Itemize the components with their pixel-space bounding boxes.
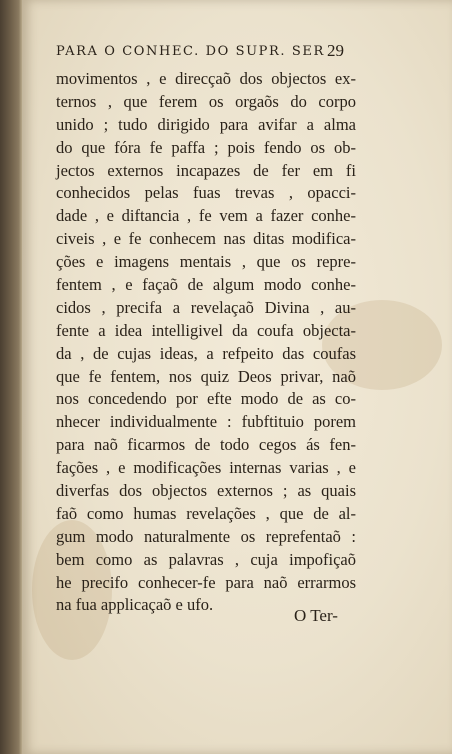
text-line: fentem , e façaõ de algum modo conhe-	[56, 275, 356, 295]
text-line: da , de cujas ideas, a refpeito das coufas	[56, 343, 356, 363]
text-line: nos concedendo por efte modo de as co-	[56, 389, 356, 409]
text-line: cidos , precifa a revelaçaõ Divina , au-	[56, 297, 356, 317]
running-head: PARA O CONHEC. DO SUPR. SER	[56, 44, 325, 59]
text-line: do que fóra fe paffa ; pois fendo os ob-	[56, 137, 356, 157]
text-line: movimentos , e direcçaõ dos objectos ex-	[56, 69, 356, 88]
text-line: na fua applicaçaõ e ufo.	[56, 595, 214, 615]
text-line: dade , e diftancia , fe vem a fazer conhe-	[56, 206, 356, 226]
text-line: civeis , e fe conhecem nas ditas modifica-	[56, 229, 356, 249]
text-line: ções e imagens mentais , que os repre-	[56, 252, 356, 272]
text-line: jectos externos incapazes de fer em fi	[56, 160, 356, 180]
text-line: faõ como humas revelações , que de al-	[56, 503, 356, 523]
text-line: que fe fentem, nos quiz Deos privar, naõ	[56, 366, 356, 386]
text-line: diverfas dos objectos externos ; as quais	[56, 481, 356, 501]
book-page	[22, 0, 452, 754]
page-number: 29	[327, 41, 344, 60]
text-line: gum modo naturalmente os reprefentaõ :	[56, 526, 356, 546]
text-line: unido ; tudo dirigido para avifar a alma	[56, 114, 356, 134]
text-line: ternos , que ferem os orgaõs do corpo	[56, 91, 356, 111]
body-text	[56, 68, 356, 617]
text-line: nhecer individualmente : fubftituio porem	[56, 412, 356, 432]
text-line: conhecidos pelas fuas trevas , opacci-	[56, 183, 356, 203]
text-line: fações , e modificações internas varias , e	[56, 458, 356, 478]
catchword: O Ter-	[294, 606, 338, 625]
text-line: fente a idea intelligivel da coufa objecta-	[56, 320, 356, 340]
text-line: para naõ ficarmos de todo cegos ás fen-	[56, 435, 356, 455]
text-line: he precifo conhecer-fe para naõ errarmos	[56, 572, 356, 592]
book-binding-edge	[0, 0, 22, 754]
text-line: bem como as palavras , cuja impofiçaõ	[56, 549, 356, 569]
